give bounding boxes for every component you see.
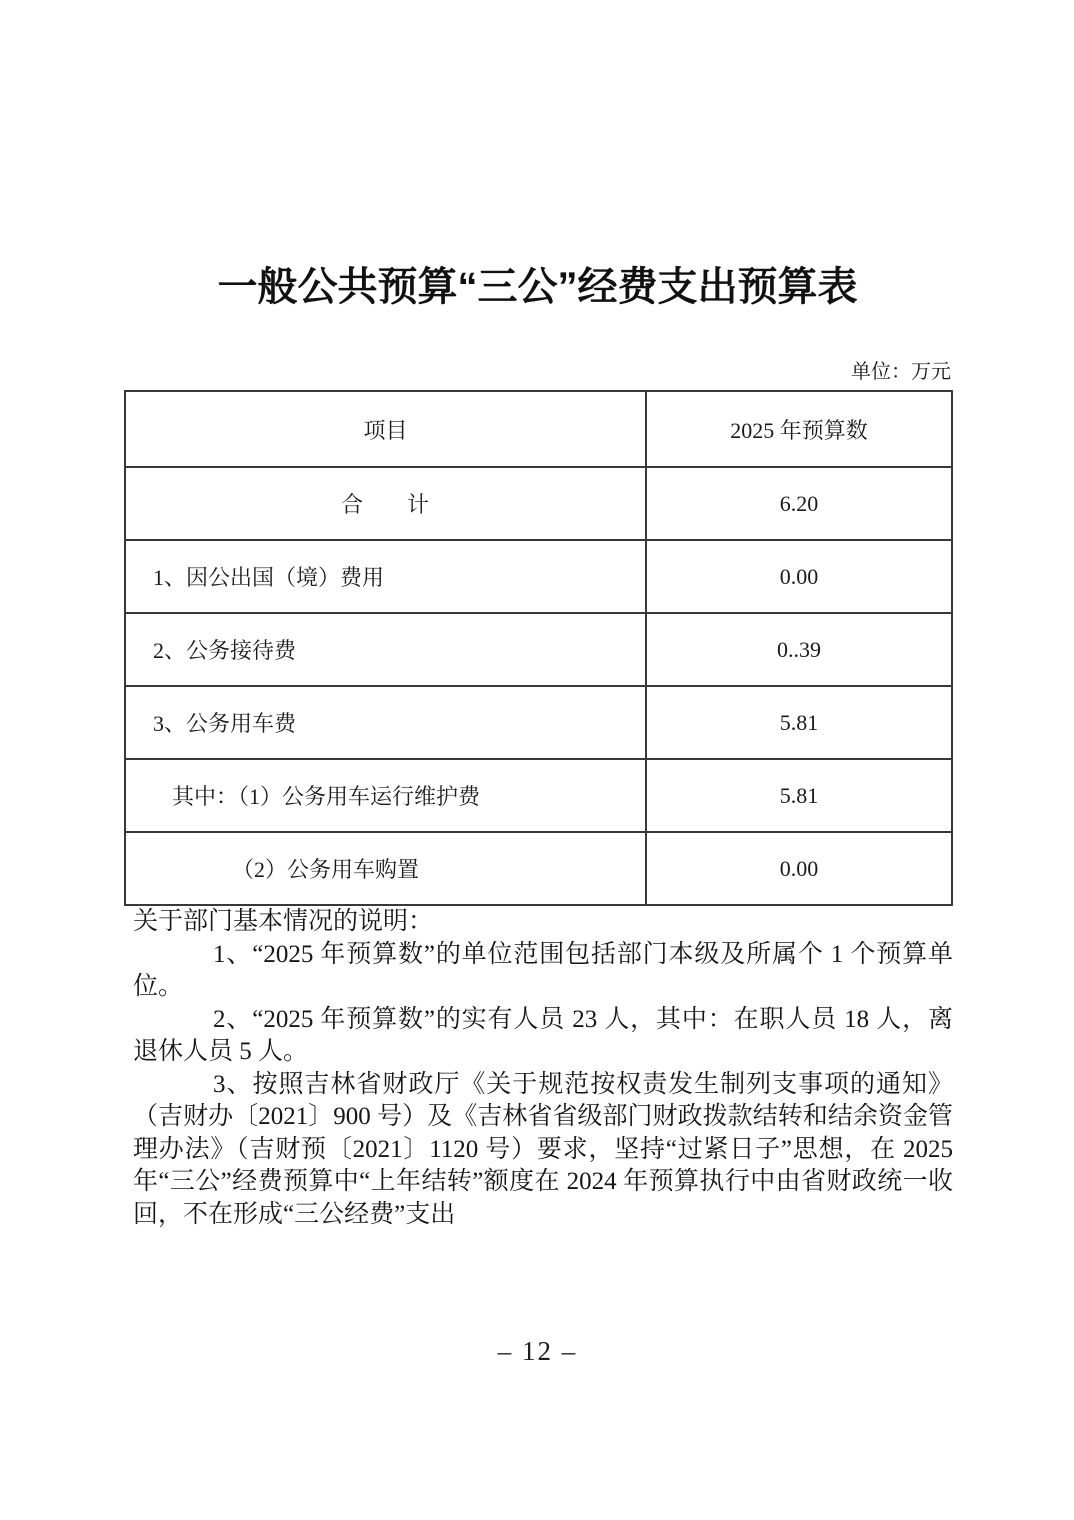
row-value: 0.00 [646,540,952,613]
row-label: 1、因公出国（境）费用 [125,540,646,613]
col-header-item: 项目 [125,391,646,467]
row-value: 6.20 [646,467,952,540]
row-label: 2、公务接待费 [125,613,646,686]
row-value: 5.81 [646,686,952,759]
note-paragraph-1: 1、“2025 年预算数”的单位范围包括部门本级及所属个 1 个预算单位。 [133,940,953,1000]
note-paragraph-3: 3、按照吉林省财政厅《关于规范按权责发生制列支事项的通知》（吉财办〔2021〕900 号）及《吉林省省级部门财政拨款结转和结余资金管理办法》（吉财预〔2021〕1120 号）要求，坚持“过紧日子”思想，在 2025 年“三公”经费预算中“上年结转”额度在 2024 年预算执行中由省财政统一收回，不在形成“三公经费”支出 [133,1070,953,1228]
unit-note: 单位：万元 [851,361,951,383]
table-row-vehicle [125,686,952,759]
row-value: 5.81 [646,759,952,832]
row-label: 合 计 [125,467,646,540]
col-header-budget-2025: 2025 年预算数 [646,391,952,467]
note-paragraph-2: 2、“2025 年预算数”的实有人员 23 人，其中：在职人员 18 人，离退休人员 5 人。 [133,1005,953,1065]
notes-section [133,906,953,1231]
table-header-row [125,391,952,467]
table-row-reception [125,613,952,686]
row-label: 3、公务用车费 [125,686,646,759]
table-row-abroad [125,540,952,613]
page-title: 一般公共预算“三公”经费支出预算表 [217,265,858,309]
row-value: 0.00 [646,832,952,905]
table-row-vehicle-maintenance [125,759,952,832]
row-value: 0..39 [646,613,952,686]
table-row-total [125,467,952,540]
row-label: 其中：（1）公务用车运行维护费 [125,759,646,832]
table-row-vehicle-purchase [125,832,952,905]
page-number: – 12 – [497,1336,578,1366]
row-label: （2）公务用车购置 [125,832,646,905]
budget-table [124,390,953,906]
notes-heading: 关于部门基本情况的说明： [133,908,434,935]
